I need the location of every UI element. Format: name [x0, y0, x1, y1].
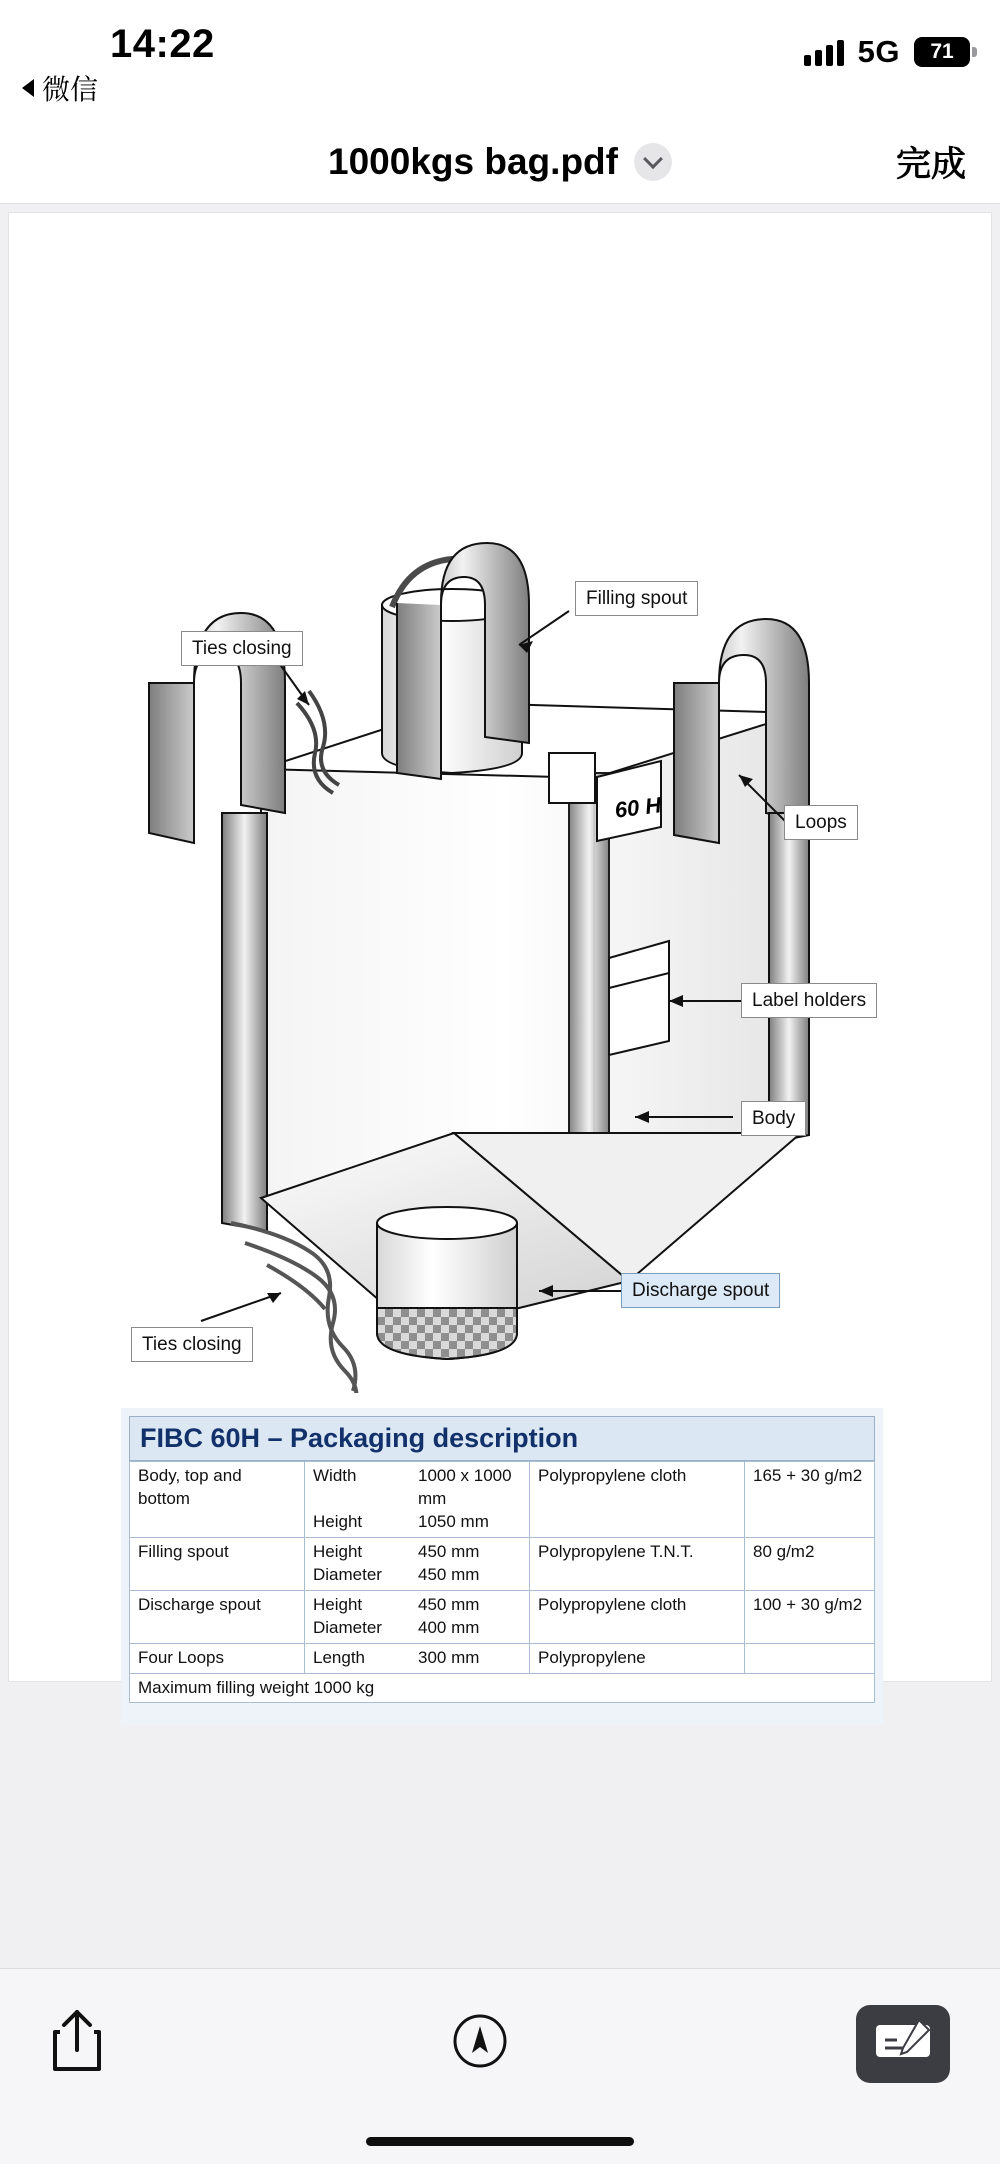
dim-key: Height	[313, 1594, 363, 1614]
triangle-left-icon	[22, 79, 34, 97]
spec-dimensions	[305, 1643, 530, 1673]
bag-mark-label: 60 H	[613, 792, 663, 823]
spec-footer: Maximum filling weight 1000 kg	[130, 1673, 875, 1703]
spec-dimensions	[305, 1537, 530, 1590]
spec-material: Polypropylene	[530, 1643, 745, 1673]
dim-value: 300 mm	[418, 1647, 480, 1667]
callout-ties-closing-bottom: Ties closing	[131, 1327, 253, 1362]
table-row	[130, 1590, 875, 1643]
spec-dimensions	[305, 1590, 530, 1643]
share-icon	[50, 2008, 104, 2079]
markup-pen-icon	[452, 2013, 508, 2074]
spec-material: Polypropylene cloth	[530, 1590, 745, 1643]
spec-material: Polypropylene T.N.T.	[530, 1537, 745, 1590]
spec-weight	[745, 1643, 875, 1673]
fibc-bag-diagram	[9, 213, 993, 1393]
dim-value: 1050 mm	[418, 1511, 489, 1531]
spec-name: Filling spout	[130, 1537, 305, 1590]
dim-value: 400 mm	[418, 1617, 480, 1637]
document-scroll-area[interactable]	[0, 204, 1000, 1968]
callout-label-holders: Label holders	[741, 983, 877, 1018]
dim-key: Diameter	[313, 1617, 382, 1637]
callout-ties-closing-top: Ties closing	[181, 631, 303, 666]
battery-level-label: 71	[930, 40, 954, 63]
dim-key: Diameter	[313, 1564, 382, 1584]
annotate-card-icon	[873, 2018, 933, 2069]
dim-key: Height	[313, 1541, 363, 1561]
spec-name: Discharge spout	[130, 1590, 305, 1643]
share-button[interactable]	[50, 2008, 104, 2079]
callout-discharge-spout: Discharge spout	[621, 1273, 780, 1308]
table-row	[130, 1462, 875, 1538]
annotate-button[interactable]	[856, 2005, 950, 2083]
document-title-group[interactable]	[328, 141, 672, 183]
status-time: 14:22	[110, 22, 215, 66]
table-row	[130, 1673, 875, 1703]
back-app-label: 微信	[42, 74, 99, 105]
callout-filling-spout: Filling spout	[575, 581, 698, 616]
home-indicator-area	[0, 2118, 1000, 2164]
status-indicators	[804, 34, 970, 70]
spec-table-title: FIBC 60H – Packaging description	[129, 1416, 875, 1461]
home-indicator[interactable]	[366, 2137, 634, 2146]
packaging-description-table	[121, 1408, 883, 1725]
chevron-down-icon[interactable]	[634, 143, 672, 181]
bottom-toolbar	[0, 1968, 1000, 2118]
callout-body: Body	[741, 1101, 806, 1136]
pdf-page	[8, 212, 992, 1697]
spec-name: Body, top and bottom	[130, 1462, 305, 1538]
back-to-app-link[interactable]	[22, 68, 98, 108]
page-title: 1000kgs bag.pdf	[328, 140, 618, 182]
spec-material: Polypropylene cloth	[530, 1462, 745, 1538]
done-button[interactable]: 完成	[895, 144, 966, 184]
dim-value: 450 mm	[418, 1541, 480, 1561]
table-row	[130, 1643, 875, 1673]
markup-button[interactable]	[452, 2013, 508, 2074]
dim-key: Length	[313, 1647, 365, 1667]
battery-icon	[914, 37, 970, 67]
navigation-bar	[0, 120, 1000, 204]
spec-weight: 100 + 30 g/m2	[745, 1590, 875, 1643]
dim-value: 1000 x 1000 mm	[418, 1466, 512, 1508]
status-bar	[0, 0, 1000, 120]
network-type-label: 5G	[857, 34, 900, 69]
signal-bars-icon	[804, 38, 844, 66]
spec-name: Four Loops	[130, 1643, 305, 1673]
dim-key: Width	[313, 1466, 357, 1485]
dim-value: 450 mm	[418, 1564, 480, 1584]
dim-key: Height	[313, 1511, 363, 1531]
spec-weight: 80 g/m2	[745, 1537, 875, 1590]
callout-loops: Loops	[784, 805, 858, 840]
spec-table	[129, 1461, 875, 1703]
dim-value: 450 mm	[418, 1594, 480, 1614]
spec-weight: 165 + 30 g/m2	[745, 1462, 875, 1538]
spec-dimensions	[305, 1462, 530, 1538]
table-row	[130, 1537, 875, 1590]
